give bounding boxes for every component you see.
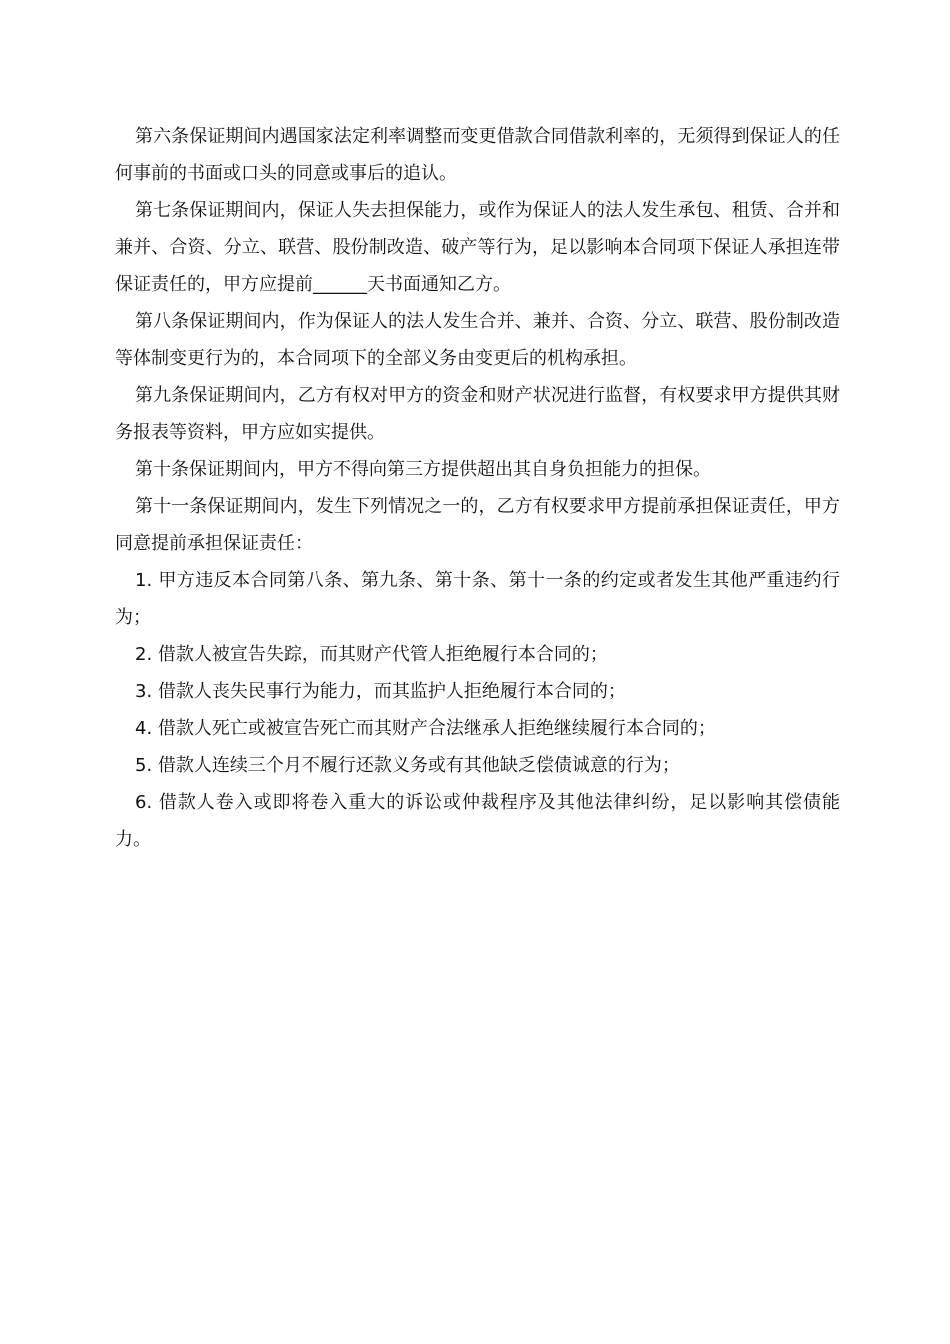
list-item-3: 3. 借款人丧失民事行为能力，而其监护人拒绝履行本合同的； — [135, 681, 626, 702]
clause-8-paragraph: 第八条保证期间内，作为保证人的法人发生合并、兼并、合资、分立、联营、股份制改造等体制变更行为的，本合同项下的全部义务由变更后的机构承担。 — [115, 311, 840, 369]
clause-6-paragraph: 第六条保证期间内遇国家法定利率调整而变更借款合同借款利率的，无须得到保证人的任何事前的书面或口头的同意或事后的追认。 — [115, 126, 840, 184]
document-body — [115, 118, 840, 858]
clause-11-paragraph: 第十一条保证期间内，发生下列情况之一的，乙方有权要求甲方提前承担保证责任，甲方同意提前承担保证责任： — [115, 496, 840, 554]
list-item-5: 5. 借款人连续三个月不履行还款义务或有其他缺乏偿债诚意的行为； — [135, 755, 680, 776]
clause-10-paragraph: 第十条保证期间内，甲方不得向第三方提供超出其自身负担能力的担保。 — [135, 459, 711, 480]
list-item-1: 1. 甲方违反本合同第八条、第九条、第十条、第十一条的约定或者发生其他严重违约行为； — [115, 570, 840, 628]
list-item-6: 6. 借款人卷入或即将卷入重大的诉讼或仲裁程序及其他法律纠纷，足以影响其偿债能力。 — [115, 792, 840, 850]
list-item-4: 4. 借款人死亡或被宣告死亡而其财产合法继承人拒绝继续履行本合同的； — [135, 718, 716, 739]
clause-7-paragraph: 第七条保证期间内，保证人失去担保能力，或作为保证人的法人发生承包、租赁、合并和兼并、合资、分立、联营、股份制改造、破产等行为，足以影响本合同项下保证人承担连带保证责任的，甲方应提前______天书面通知乙方。 — [115, 200, 840, 295]
clause-9-paragraph: 第九条保证期间内，乙方有权对甲方的资金和财产状况进行监督，有权要求甲方提供其财务报表等资料，甲方应如实提供。 — [115, 385, 840, 443]
list-item-2: 2. 借款人被宣告失踪，而其财产代管人拒绝履行本合同的； — [135, 644, 608, 665]
